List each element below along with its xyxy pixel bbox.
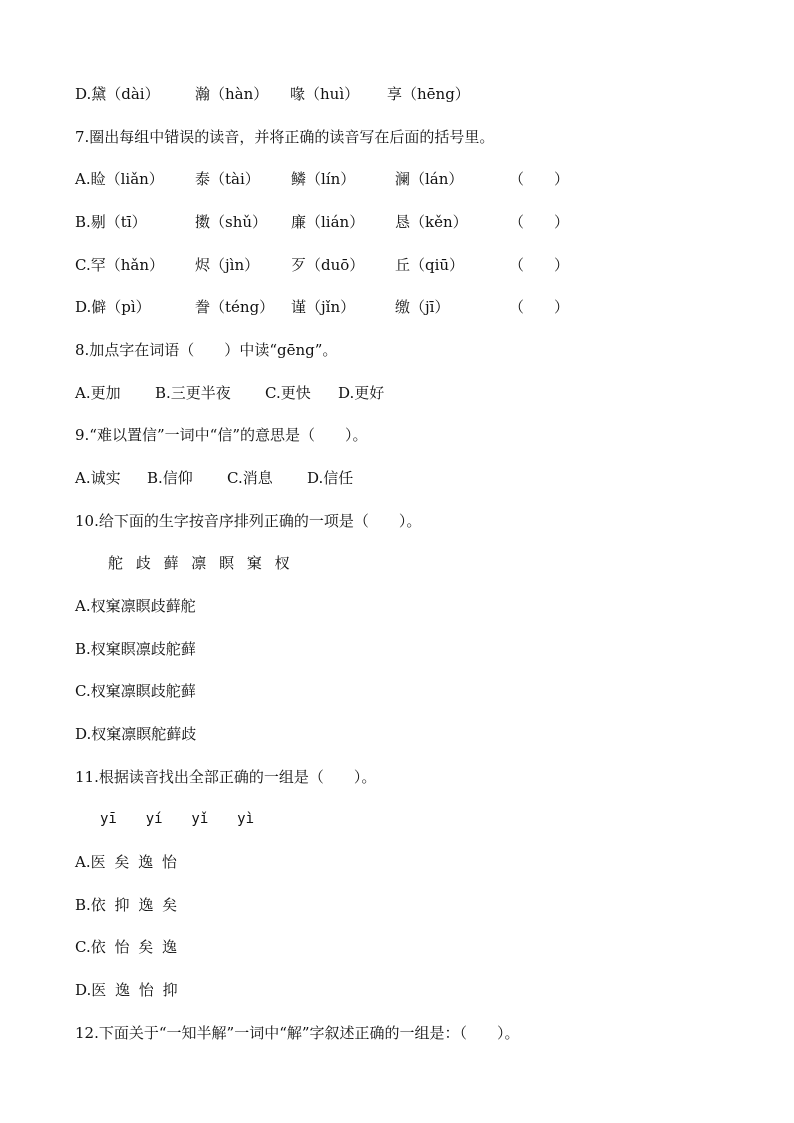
q11-option-c[interactable]: C.依 怡 矣 逸 xyxy=(75,938,178,956)
q6-d-item-2: 瀚（hàn） xyxy=(195,85,269,103)
q7-row-a-item-3: 鳞（lín） xyxy=(291,170,356,188)
q9-option-b[interactable]: B.信仰 xyxy=(147,469,193,487)
q11-option-b[interactable]: B.依 抑 逸 矣 xyxy=(75,896,178,914)
q7-row-d-item-1: D.僻（pì） xyxy=(75,298,151,316)
q9-option-c[interactable]: C.消息 xyxy=(227,469,273,487)
q7-row-a-item-4: 澜（lán） xyxy=(395,170,464,188)
q7-row-b-item-3: 廉（lián） xyxy=(291,213,365,231)
q9-option-a[interactable]: A.诚实 xyxy=(75,469,121,487)
q10-option-c[interactable]: C.杈窠凛瞑歧舵藓 xyxy=(75,682,196,700)
q8-option-b[interactable]: B.三更半夜 xyxy=(155,384,231,402)
q8-prompt: 8.加点字在词语（ ）中读“gēng”。 xyxy=(75,341,338,359)
q7-row-b-answer-blank[interactable]: （ ） xyxy=(509,213,570,231)
q7-row-d-answer-blank[interactable]: （ ） xyxy=(509,298,570,316)
q7-row-c-answer-blank[interactable]: （ ） xyxy=(509,256,570,274)
q7-row-a-item-1: A.睑（liǎn） xyxy=(75,170,164,188)
q6-d-item-1: D.黛（dài） xyxy=(75,85,160,103)
q8-option-c[interactable]: C.更快 xyxy=(265,384,311,402)
q6-d-item-4: 享（hēng） xyxy=(387,85,470,103)
q9-option-d[interactable]: D.信任 xyxy=(307,469,354,487)
q7-row-b-item-2: 擞（shǔ） xyxy=(195,213,268,231)
q7-row-b-item-1: B.剔（tī） xyxy=(75,213,147,231)
q8-option-d[interactable]: D.更好 xyxy=(338,384,385,402)
q7-row-d-item-3: 谨（jǐn） xyxy=(291,298,356,316)
q7-row-b-item-4: 恳（kěn） xyxy=(395,213,468,231)
q8-option-a[interactable]: A.更加 xyxy=(75,384,121,402)
q7-row-c-item-4: 丘（qiū） xyxy=(395,256,465,274)
q11-prompt: 11.根据读音找出全部正确的一组是（ ）。 xyxy=(75,768,377,786)
q7-row-a-answer-blank[interactable]: （ ） xyxy=(509,170,570,188)
q10-characters: 舵 歧 藓 凛 瞑 窠 杈 xyxy=(108,554,292,572)
q10-option-a[interactable]: A.杈窠凛瞑歧藓舵 xyxy=(75,597,196,615)
q7-row-a-item-2: 泰（tài） xyxy=(195,170,260,188)
q11-pinyin: yī yí yǐ yì xyxy=(100,811,255,827)
q6-d-item-3: 喙（huì） xyxy=(290,85,360,103)
q12-prompt: 12.下面关于“一知半解”一词中“解”字叙述正确的一组是：（ ）。 xyxy=(75,1024,520,1042)
q7-row-c-item-3: 歹（duō） xyxy=(291,256,365,274)
q11-option-d[interactable]: D.医 逸 怡 抑 xyxy=(75,981,178,999)
q7-prompt: 7.圈出每组中错误的读音，并将正确的读音写在后面的括号里。 xyxy=(75,128,495,146)
q10-prompt: 10.给下面的生字按音序排列正确的一项是（ ）。 xyxy=(75,512,422,530)
q10-option-d[interactable]: D.杈窠凛瞑舵藓歧 xyxy=(75,725,197,743)
q11-option-a[interactable]: A.医 矣 逸 怡 xyxy=(75,853,177,871)
q10-option-b[interactable]: B.杈窠瞑凛歧舵藓 xyxy=(75,640,196,658)
q7-row-d-item-4: 缴（jī） xyxy=(395,298,450,316)
q7-row-c-item-1: C.罕（hǎn） xyxy=(75,256,164,274)
q7-row-d-item-2: 誊（téng） xyxy=(195,298,275,316)
q9-prompt: 9.“难以置信”一词中“信”的意思是（ ）。 xyxy=(75,426,368,444)
q7-row-c-item-2: 烬（jìn） xyxy=(195,256,260,274)
